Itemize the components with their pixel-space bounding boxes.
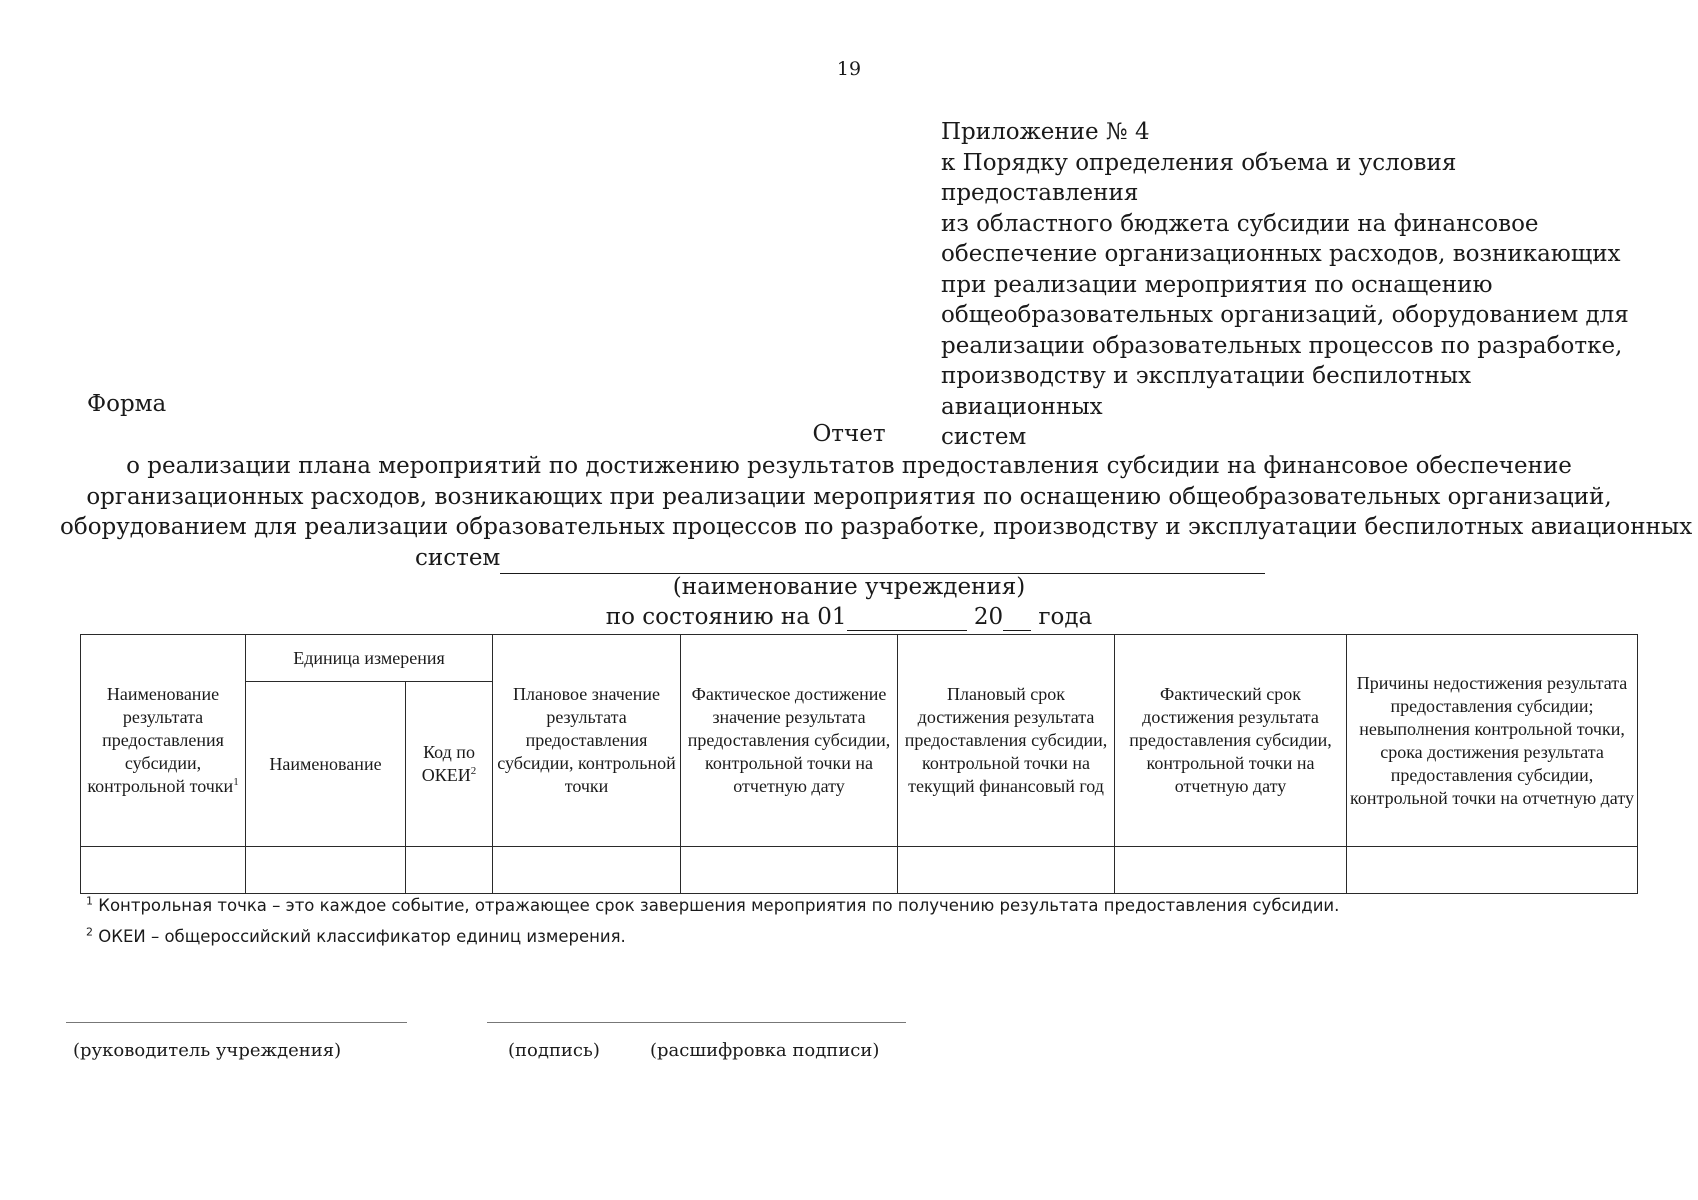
as-of-month-field[interactable]: [847, 604, 967, 631]
footnote-2: [86, 927, 626, 946]
footnote-text: Контрольная точка – это каждое событие, отражающее срок завершения мероприятия по получению результата предоставления субсидии.: [98, 896, 1340, 915]
footnote-mark: 2: [86, 925, 93, 939]
appendix-line: производству и эксплуатации беспилотных авиационных: [941, 363, 1472, 420]
cell-actual-value[interactable]: [681, 847, 898, 894]
as-of-year-prefix: 20: [973, 604, 1004, 630]
as-of-suffix: года: [1038, 604, 1093, 630]
header-unit: Единица измерения: [246, 635, 493, 682]
cell-planned-value[interactable]: [493, 847, 681, 894]
header-actual-value: Фактическое достижение значение результата предоставления субсидии, контрольной точки на отчетную дату: [681, 635, 898, 847]
header-unit-name: Наименование: [246, 682, 406, 847]
appendix-line: при реализации мероприятия по оснащению: [941, 271, 1493, 298]
appendix-line: общеобразовательных организаций, оборудованием для: [941, 302, 1629, 328]
appendix-line: из областного бюджета субсидии на финансовое: [941, 210, 1539, 237]
decoding-label: (расшифровка подписи): [650, 1040, 880, 1061]
footnote-ref-1: 1: [233, 776, 239, 788]
report-subtitle-line: о реализации плана мероприятий по достижению результатов предоставления субсидии на финансовое обеспечение: [126, 453, 1572, 479]
appendix-line: систем: [941, 424, 1027, 450]
report-subtitle: [60, 451, 1693, 574]
institution-name-field[interactable]: [500, 543, 1265, 575]
cell-unit-code[interactable]: [406, 847, 493, 894]
cell-planned-date[interactable]: [898, 847, 1115, 894]
header-planned-value: Плановое значение результата предоставления субсидии, контрольной точки: [493, 635, 681, 847]
table-row: [81, 847, 1638, 894]
report-subtitle-last-word: систем: [415, 544, 501, 571]
footnote-1: [86, 896, 1339, 915]
cell-result-name[interactable]: [81, 847, 246, 894]
footnote-text: ОКЕИ – общероссийский классификатор единиц измерения.: [98, 927, 626, 946]
page-number: 19: [836, 58, 862, 80]
header-actual-date: Фактический срок достижения результата предоставления субсидии, контрольной точки на отчетную дату: [1115, 635, 1347, 847]
as-of-date-line: [0, 604, 1698, 631]
head-label: (руководитель учреждения): [73, 1040, 342, 1061]
header-planned-date: Плановый срок достижения результата предоставления субсидии, контрольной точки на текущий финансовый год: [898, 635, 1115, 847]
appendix-line: реализации образовательных процессов по разработке,: [941, 332, 1623, 359]
footnote-ref-2: 2: [470, 765, 477, 777]
appendix-line: к Порядку определения объема и условия предоставления: [941, 149, 1457, 206]
cell-unit-name[interactable]: [246, 847, 406, 894]
signature-decoding-line[interactable]: [487, 1022, 906, 1023]
cell-reasons[interactable]: [1347, 847, 1638, 894]
header-result-name: Наименование результата предоставления субсидии, контрольной точки$^1$: [81, 635, 246, 847]
head-signature-line[interactable]: [66, 1022, 407, 1023]
as-of-year-field[interactable]: [1003, 604, 1031, 631]
appendix-block: [941, 117, 1631, 453]
header-unit-code: Код по ОКЕИ$^2$: [406, 682, 493, 847]
report-table: [80, 634, 1638, 894]
appendix-line: обеспечение организационных расходов, возникающих: [941, 241, 1621, 267]
appendix-title: Приложение № 4: [941, 119, 1150, 145]
institution-caption: (наименование учреждения): [672, 574, 1026, 600]
footnote-mark: 1: [86, 894, 93, 908]
report-subtitle-line: организационных расходов, возникающих при реализации мероприятия по оснащению общеобразовательных организаций,: [86, 483, 1612, 510]
cell-actual-date[interactable]: [1115, 847, 1347, 894]
form-label: Форма: [87, 391, 167, 417]
report-subtitle-line: оборудованием для реализации образовательных процессов по разработке, производству и эксплуатации беспилотных авиационных: [60, 514, 1693, 540]
report-title: Отчет: [812, 421, 886, 447]
signature-label: (подпись): [508, 1040, 600, 1061]
as-of-prefix: по состоянию на 01: [605, 604, 847, 630]
header-reasons: Причины недостижения результата предоставления субсидии; невыполнения контрольной точки, срока достижения результата предоставления субсидии, контрольной точки на отчетную дату: [1347, 635, 1638, 847]
report-subtitle-last-line: [60, 543, 1638, 575]
